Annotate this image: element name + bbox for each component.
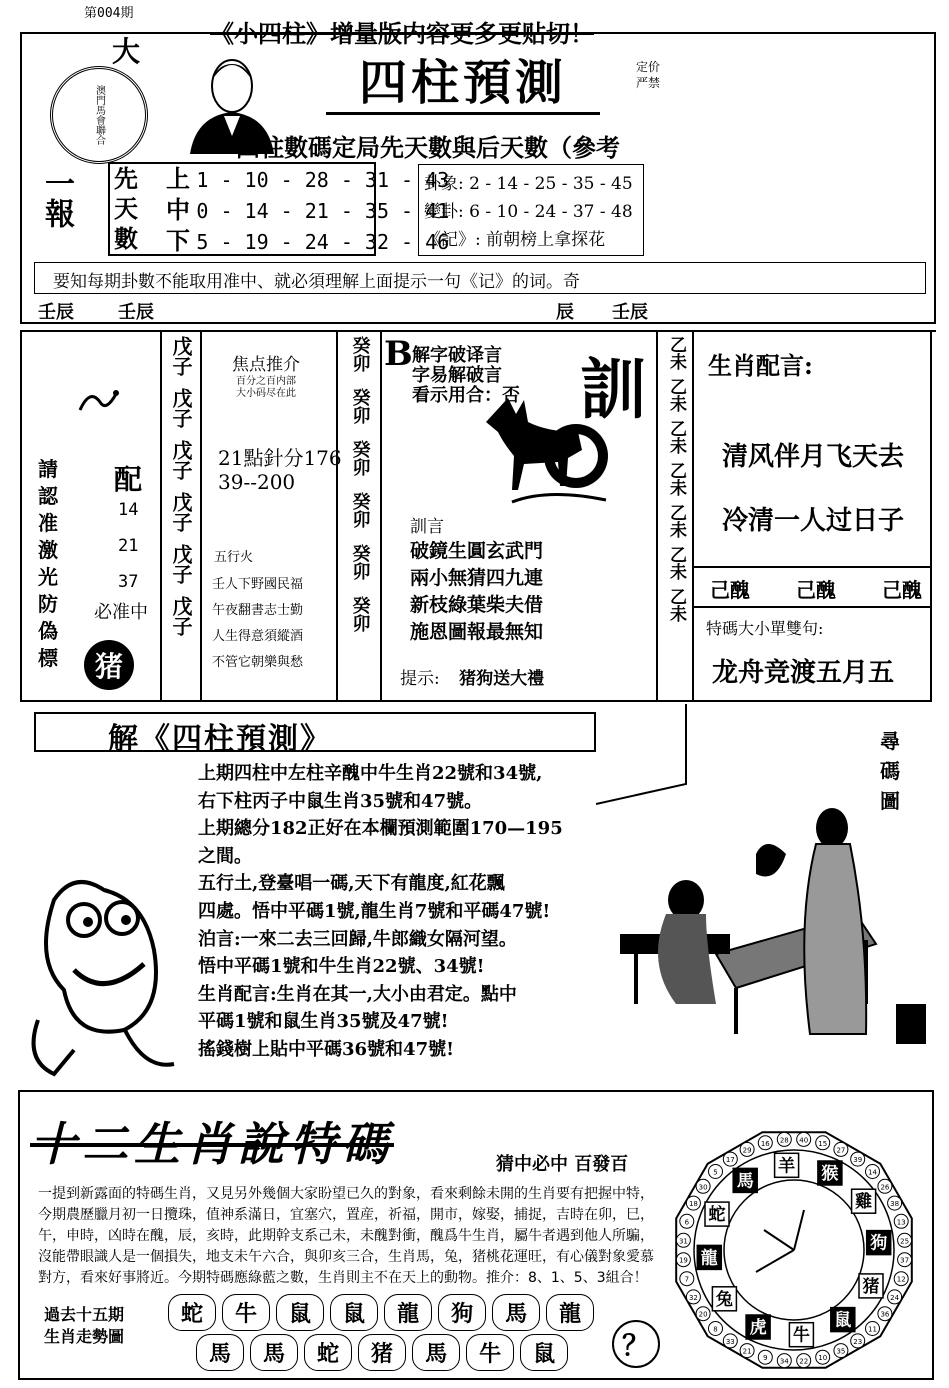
wheel-number: 22 bbox=[799, 1357, 809, 1366]
wheel-animal: 蛇 bbox=[708, 1205, 726, 1226]
seal-text: 澳門馬會聯合 bbox=[93, 85, 105, 145]
title-box bbox=[326, 44, 600, 115]
stem-yiwei: 乙未 bbox=[666, 546, 686, 580]
wheel-number: 24 bbox=[890, 1293, 900, 1302]
xunma-char: 碼 bbox=[880, 759, 900, 783]
chou-item: 己醜 bbox=[710, 578, 750, 602]
wheel-number: 28 bbox=[779, 1136, 789, 1145]
notice-text: 要知每期卦數不能取用准中、就必須理解上面提示一句《记》的词。奇 bbox=[53, 272, 580, 292]
stem-guimao: 癸卯 bbox=[349, 388, 371, 424]
pillar-label: 數 bbox=[114, 224, 138, 253]
wheel-number: 5 bbox=[713, 1168, 718, 1177]
vertical-char: 防 bbox=[38, 592, 58, 616]
wheel-number: 8 bbox=[713, 1325, 718, 1334]
trend-zodiac: 龍 bbox=[546, 1294, 594, 1331]
wheel-number: 9 bbox=[763, 1354, 768, 1363]
pillar-label: 天 bbox=[114, 194, 138, 223]
stem-wuzi: 戊子 bbox=[169, 388, 193, 428]
zodiac-badge: 猪 bbox=[84, 640, 134, 690]
trend-zodiac: 馬 bbox=[412, 1334, 460, 1371]
hint-text: 猪狗送大禮 bbox=[459, 669, 545, 689]
vertical-char: 標 bbox=[38, 646, 58, 670]
past-label: 過去十五期 bbox=[44, 1305, 125, 1324]
wheel-number: 6 bbox=[684, 1218, 690, 1227]
stem-yiwei: 乙未 bbox=[666, 420, 686, 454]
xun-line: 施恩圖報最無知 bbox=[410, 621, 544, 643]
side-text: 一報 bbox=[39, 168, 74, 228]
wheel-animal: 雞 bbox=[855, 1192, 873, 1213]
deer-illustration bbox=[478, 392, 610, 510]
trend-zodiac: 蛇 bbox=[304, 1334, 352, 1371]
pei-number: 14 bbox=[118, 500, 139, 520]
jie-line: 悟中平碼1號和牛生肖22號、34號! bbox=[198, 956, 485, 978]
stem-right-1: 辰 bbox=[556, 302, 574, 323]
vertical-char: 請 bbox=[38, 457, 58, 481]
jie-line: 搖錢樹上貼中平碼36號和47號! bbox=[198, 1038, 454, 1060]
price-label: 定价 bbox=[636, 60, 661, 74]
vertical-char: 偽 bbox=[38, 619, 58, 643]
shengxiao-line: 冷清一人过日子 bbox=[722, 506, 905, 536]
trend-zodiac: 猪 bbox=[358, 1334, 406, 1371]
focus-line-2: 39--200 bbox=[218, 470, 296, 494]
wheel-number: 38 bbox=[890, 1200, 900, 1209]
slogan: 猜中必中 百發百 bbox=[496, 1154, 629, 1175]
xun-glyph: 訓 bbox=[580, 350, 646, 428]
hk-jockey-seal bbox=[50, 66, 148, 164]
dxds-line: 龙舟竞渡五月五 bbox=[712, 658, 895, 688]
trend-zodiac: 蛇 bbox=[168, 1294, 216, 1331]
jie-title: 解《四柱預測》 bbox=[108, 722, 332, 757]
focus-title: 焦点推介 bbox=[232, 355, 300, 375]
jie-line: 右下柱丙子中鼠生肖35號和47號。 bbox=[198, 790, 483, 812]
wheel-number: 19 bbox=[678, 1256, 688, 1265]
wheel-number: 17 bbox=[725, 1156, 735, 1165]
stem-yiwei: 乙未 bbox=[666, 378, 686, 412]
trend-zodiac: 鼠 bbox=[276, 1294, 324, 1331]
jie-line: 五行土,登臺唱一碼,天下有龍度,紅花飄 bbox=[198, 873, 505, 895]
xun-line: 新枝綠葉柴夫借 bbox=[410, 594, 544, 616]
wheel-number: 40 bbox=[799, 1136, 809, 1145]
wheel-animal: 虎 bbox=[749, 1318, 767, 1338]
stem-yiwei: 乙未 bbox=[666, 336, 686, 370]
jie-line: 四處。悟中平碼1號,龍生肖7號和平碼47號! bbox=[198, 900, 551, 922]
trend-zodiac: 馬 bbox=[492, 1294, 540, 1331]
wheel-number: 27 bbox=[836, 1146, 846, 1155]
dragon-sketch bbox=[76, 384, 120, 418]
wheel-number: 16 bbox=[760, 1139, 770, 1148]
jie-line: 之間。 bbox=[198, 845, 252, 867]
poem-line: 人生得意須縱酒 bbox=[212, 629, 304, 644]
wheel-animal: 羊 bbox=[778, 1156, 796, 1177]
question-circle: ？ bbox=[612, 1320, 660, 1368]
pei-number: 37 bbox=[118, 572, 139, 592]
wheel-number: 30 bbox=[698, 1183, 708, 1192]
chou-item: 己醜 bbox=[796, 578, 836, 602]
bottom-title: 十二生肖說特碼 bbox=[30, 1117, 394, 1171]
shengxiao-title: 生肖配言: bbox=[708, 351, 813, 380]
riddle-line: 解字破译言 bbox=[412, 345, 502, 366]
stem-left-1: 壬辰 bbox=[38, 302, 74, 323]
wuxing-label: 五行火 bbox=[214, 550, 254, 565]
b-marker: B bbox=[384, 334, 413, 374]
bottom-paragraph: 一提到新露面的特碼生肖，又見另外幾個大家盼望已久的對象，看來剩餘未開的生肖要有把握中特，今期農歷臘月初一日攬珠，值神系滿日，宜塞穴，置産，祈福，開市，嫁娶，捕捉，吉時在卯，巳，午，申時，凶時在醜，辰，亥時，此期幹支系己未，未醜對衝，醜爲牛生肖，屬牛者遇到他人所騙，沒能帶眼識人是一個損失，地支未午六合，與卯亥三合，生肖馬，兔，猪桃花運旺，有心儀對象愛慕對方，看來好事將近。今期特碼應綠藍之數，生肖則主不在天上的動物。推介：8、1、5、3組合！ bbox=[38, 1186, 654, 1286]
wheel-number: 20 bbox=[698, 1310, 708, 1319]
dxds-label: 特碼大小單雙句: bbox=[706, 619, 824, 638]
banner-headline: 《小四柱》增量版内容更多更贴切！ bbox=[210, 19, 594, 48]
wheel-animal: 龍 bbox=[700, 1248, 718, 1269]
pillar-row-lower: 下 5 - 19 - 24 - 32 - 46 bbox=[166, 226, 450, 255]
xunma-char: 尋 bbox=[880, 729, 900, 753]
wheel-number: 32 bbox=[688, 1293, 698, 1302]
corner-glyph: 大 bbox=[112, 35, 141, 68]
stem-wuzi: 戊子 bbox=[169, 544, 193, 584]
chou-item: 己醜 bbox=[882, 578, 922, 602]
stem-right-2: 壬辰 bbox=[612, 302, 648, 323]
jie-line: 上期四柱中左柱辛醜中牛生肖22號和34號, bbox=[198, 763, 543, 784]
wheel-number: 34 bbox=[779, 1357, 789, 1366]
wheel-number: 36 bbox=[880, 1310, 890, 1319]
trend-zodiac: 鼠 bbox=[520, 1334, 568, 1371]
subtitle: 四柱數碼定局先天數與后天數（參考 bbox=[236, 133, 620, 162]
wheel-number: 37 bbox=[900, 1256, 910, 1265]
wheel-number: 23 bbox=[853, 1337, 863, 1346]
stem-wuzi: 戊子 bbox=[169, 492, 193, 532]
wheel-number: 33 bbox=[725, 1337, 735, 1346]
wheel-number: 11 bbox=[868, 1325, 877, 1334]
stem-left-2: 壬辰 bbox=[118, 302, 154, 323]
xun-line: 兩小無猜四九連 bbox=[410, 567, 544, 589]
page-title: 四柱預測 bbox=[358, 54, 567, 111]
stem-yiwei: 乙未 bbox=[666, 504, 686, 538]
vertical-char: 激 bbox=[38, 538, 58, 562]
wheel-animal: 狗 bbox=[870, 1233, 888, 1254]
notice-bar bbox=[34, 262, 926, 294]
poem-line: 不管它朝樂與愁 bbox=[212, 655, 304, 670]
hint-row bbox=[400, 664, 544, 689]
ban-label: 严禁 bbox=[636, 76, 661, 90]
wheel-animal: 鼠 bbox=[834, 1310, 852, 1331]
wheel-number: 10 bbox=[818, 1354, 828, 1363]
vertical-char: 光 bbox=[38, 565, 58, 589]
xunma-char: 圖 bbox=[880, 789, 900, 813]
jie-line: 泊言:一來二去三回歸,牛郎織女隔河望。 bbox=[198, 928, 517, 950]
focus-line-1: 21點針分176 bbox=[218, 446, 342, 470]
poem-line: 午夜翻書志士勤 bbox=[212, 603, 304, 618]
must-win-label: 必准中 bbox=[94, 602, 148, 623]
wheel-number: 15 bbox=[818, 1139, 828, 1148]
wheel-number: 25 bbox=[900, 1237, 910, 1246]
ji-line: 《記》: 前朝榜上拿探花 bbox=[424, 230, 606, 250]
hint-label: 提示: bbox=[400, 669, 440, 689]
jie-line: 生肖配言:生肖在其一,大小由君定。點中 bbox=[198, 983, 517, 1005]
stem-wuzi: 戊子 bbox=[169, 336, 193, 376]
vertical-char: 認 bbox=[38, 484, 58, 508]
pei-label: 配 bbox=[114, 463, 143, 496]
pillar-label: 先 bbox=[114, 164, 138, 193]
trend-zodiac: 牛 bbox=[222, 1294, 270, 1331]
trend-zodiac: 狗 bbox=[438, 1294, 486, 1331]
wheel-number: 14 bbox=[868, 1168, 877, 1177]
wheel-animal: 兔 bbox=[715, 1289, 733, 1310]
focus-note: 大小码尽在此 bbox=[236, 388, 296, 399]
poem-line: 壬人下野國民福 bbox=[212, 577, 304, 592]
wheel-number: 13 bbox=[896, 1218, 906, 1227]
stem-guimao: 癸卯 bbox=[349, 544, 371, 580]
past-label: 生肖走勢圖 bbox=[44, 1327, 125, 1346]
stem-guimao: 癸卯 bbox=[349, 336, 371, 372]
issue-number: 第004期 bbox=[84, 6, 134, 21]
riddle-line: 看示用合：否 bbox=[412, 385, 520, 406]
stem-guimao: 癸卯 bbox=[349, 492, 371, 528]
wheel-number: 12 bbox=[896, 1275, 906, 1284]
pillar-row-middle: 中 0 - 14 - 21 - 35 - 41 bbox=[166, 195, 450, 224]
focus-note: 百分之百内部 bbox=[236, 376, 296, 387]
zodiac-wheel bbox=[668, 1124, 920, 1376]
vertical-char: 准 bbox=[38, 511, 58, 535]
wheel-number: 35 bbox=[836, 1347, 846, 1356]
wheel-animal: 牛 bbox=[792, 1325, 810, 1346]
wheel-number: 21 bbox=[742, 1347, 752, 1356]
wheel-animal: 猴 bbox=[821, 1164, 839, 1184]
stem-wuzi: 戊子 bbox=[169, 596, 193, 636]
trend-zodiac: 龍 bbox=[384, 1294, 432, 1331]
jie-line: 平碼1號和鼠生肖35號及47號! bbox=[198, 1011, 449, 1033]
wheel-animal: 馬 bbox=[736, 1171, 754, 1192]
riddle-line: 字易解破言 bbox=[412, 365, 502, 386]
biangua-line: 變卦: 6 - 10 - 24 - 37 - 48 bbox=[424, 202, 633, 222]
shengxiao-line: 清风伴月飞天去 bbox=[722, 442, 905, 472]
trend-zodiac: 馬 bbox=[196, 1334, 244, 1371]
trend-zodiac: 牛 bbox=[466, 1334, 514, 1371]
jie-line: 上期總分182正好在本欄預測範圍170—195 bbox=[198, 818, 563, 840]
xun-title: 訓言 bbox=[410, 517, 444, 537]
wheel-number: 31 bbox=[678, 1237, 688, 1246]
wheel-animal: 猪 bbox=[862, 1276, 880, 1297]
pillar-row-upper: 上 1 - 10 - 28 - 31 - 43 bbox=[166, 164, 450, 193]
cartoon-mascot bbox=[14, 860, 184, 1080]
gua-line: 卦象: 2 - 14 - 25 - 35 - 45 bbox=[424, 174, 633, 194]
stem-guimao: 癸卯 bbox=[349, 440, 371, 476]
stem-yiwei: 乙未 bbox=[666, 588, 686, 622]
trend-zodiac: 馬 bbox=[250, 1334, 298, 1371]
pei-number: 21 bbox=[118, 536, 139, 556]
stem-yiwei: 乙未 bbox=[666, 462, 686, 496]
wheel-number: 26 bbox=[880, 1183, 890, 1192]
wheel-number: 18 bbox=[688, 1200, 698, 1209]
wheel-number: 7 bbox=[684, 1275, 690, 1284]
stem-wuzi: 戊子 bbox=[169, 440, 193, 480]
stem-guimao: 癸卯 bbox=[349, 596, 371, 632]
wheel-number: 39 bbox=[853, 1156, 863, 1165]
wheel-number: 29 bbox=[742, 1146, 752, 1155]
xun-line: 破鏡生圓玄武門 bbox=[410, 540, 544, 562]
trend-zodiac: 鼠 bbox=[330, 1294, 378, 1331]
